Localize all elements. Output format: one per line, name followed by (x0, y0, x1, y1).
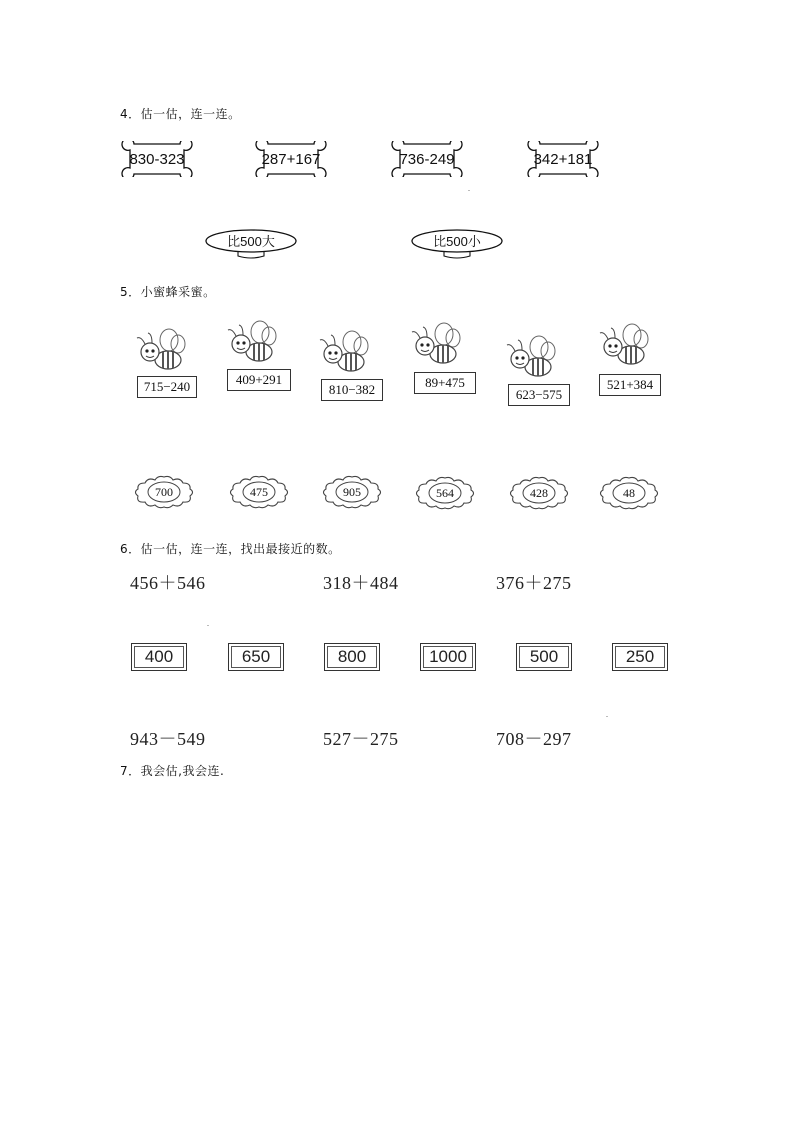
bee-icon (135, 328, 195, 378)
oval-label: 比500小 (433, 233, 481, 249)
scan-speck (207, 625, 209, 626)
bee-icon (226, 320, 286, 370)
scan-speck (606, 716, 608, 717)
flower-number: 428 (530, 485, 548, 500)
bone-card-1[interactable] (120, 141, 194, 177)
flower-number: 700 (155, 484, 173, 499)
flower-card-6[interactable] (598, 476, 660, 510)
answer-box[interactable]: 400 (131, 643, 187, 671)
bone-expression: 342+181 (533, 150, 593, 168)
flower-card-4[interactable] (414, 476, 476, 510)
q4-title: 4．估一估，连一连。 (120, 107, 241, 121)
answer-box[interactable]: 250 (612, 643, 668, 671)
flower-number: 564 (436, 485, 454, 500)
bee-icon (410, 322, 470, 372)
flower-number: 475 (250, 484, 268, 499)
answer-box[interactable]: 800 (324, 643, 380, 671)
oval-target-greater[interactable] (204, 228, 298, 262)
bee-expression-box[interactable]: 810−382 (321, 379, 383, 401)
flower-card-5[interactable] (508, 476, 570, 510)
bottom-expression[interactable]: 943－549 (130, 729, 206, 749)
answer-box[interactable]: 650 (228, 643, 284, 671)
bottom-expression[interactable]: 527－275 (323, 729, 399, 749)
answer-box[interactable]: 1000 (420, 643, 476, 671)
bone-expression: 287+167 (261, 150, 321, 168)
flower-card-2[interactable] (228, 475, 290, 509)
oval-label: 比500大 (227, 233, 275, 249)
bee-expression-box[interactable]: 89+475 (414, 372, 476, 394)
flower-number: 48 (623, 485, 635, 500)
bone-card-2[interactable] (254, 141, 328, 177)
bone-expression: 736-249 (399, 150, 455, 168)
bee-icon (598, 323, 658, 373)
top-expression[interactable]: 456＋546 (130, 573, 206, 593)
scan-speck (468, 190, 470, 191)
flower-card-3[interactable] (321, 475, 383, 509)
flower-card-1[interactable] (133, 475, 195, 509)
oval-target-less[interactable] (410, 228, 504, 262)
bone-card-3[interactable] (390, 141, 464, 177)
top-expression[interactable]: 376＋275 (496, 573, 572, 593)
bottom-expression[interactable]: 708－297 (496, 729, 572, 749)
q5-title: 5．小蜜蜂采蜜。 (120, 285, 216, 299)
bone-expression: 830-323 (129, 150, 185, 168)
answer-box[interactable]: 500 (516, 643, 572, 671)
bee-expression-box[interactable]: 521+384 (599, 374, 661, 396)
bee-expression-box[interactable]: 623−575 (508, 384, 570, 406)
flower-number: 905 (343, 484, 361, 499)
bee-icon (505, 335, 565, 385)
bee-expression-box[interactable]: 409+291 (227, 369, 291, 391)
bone-card-4[interactable] (526, 141, 600, 177)
q7-title: 7．我会估,我会连. (120, 764, 225, 778)
top-expression[interactable]: 318＋484 (323, 573, 399, 593)
bee-expression-box[interactable]: 715−240 (137, 376, 197, 398)
q6-title: 6．估一估，连一连，找出最接近的数。 (120, 542, 341, 556)
bee-icon (318, 330, 378, 380)
